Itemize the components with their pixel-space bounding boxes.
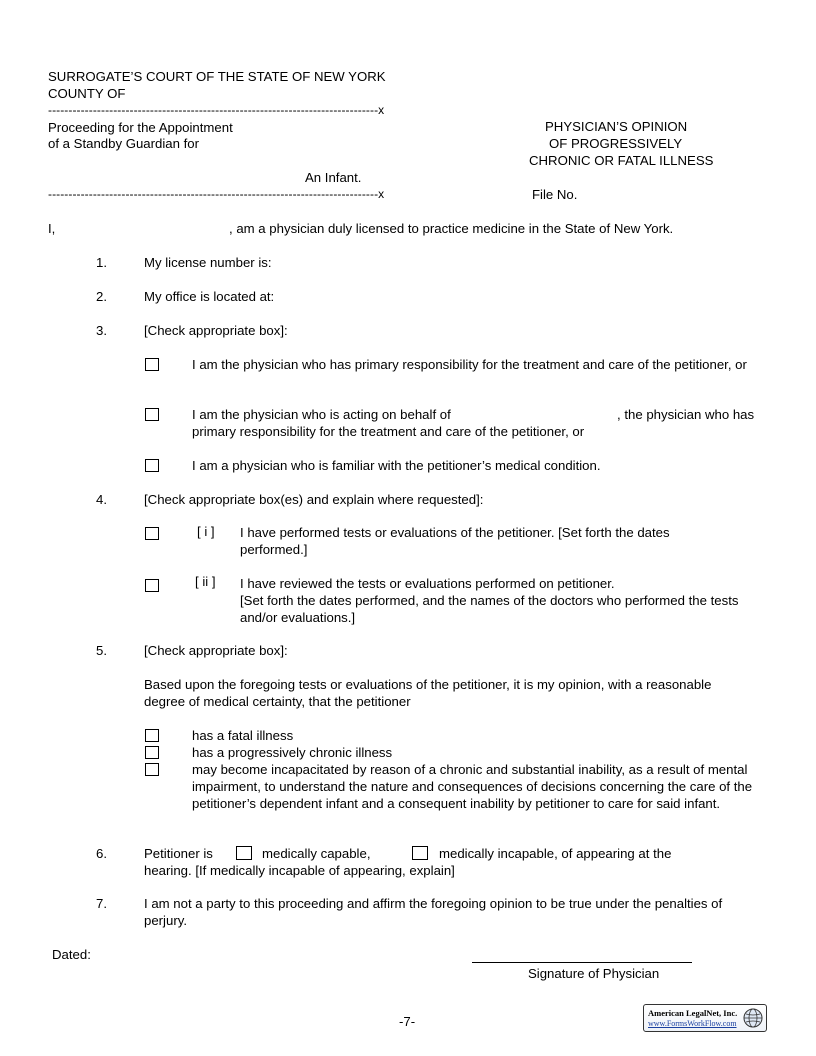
item-2-text: My office is located at: — [144, 289, 275, 304]
item-1-text: My license number is: — [144, 255, 272, 270]
item-4-number: 4. — [96, 492, 107, 507]
checkbox-performed-tests[interactable] — [145, 527, 159, 540]
checkbox-incapacitated[interactable] — [145, 763, 159, 776]
item-5-text: [Check appropriate box]: — [144, 643, 288, 658]
item-1-number: 1. — [96, 255, 107, 270]
item-6-number: 6. — [96, 846, 107, 861]
option-reviewed-tests-line2: [Set forth the dates performed, and the names of the doctors who performed the tests and/or evaluations.] — [240, 593, 739, 625]
item-6-line2: hearing. [If medically incapable of appearing, explain] — [144, 863, 455, 878]
item-7-number: 7. — [96, 896, 107, 911]
option-ii-tag: [ ii ] — [195, 574, 216, 589]
divider-top: ---------------------------------------------------------------------------------x — [48, 103, 385, 117]
option-chronic-illness: has a progressively chronic illness — [192, 745, 393, 760]
logo-company-name: American LegalNet, Inc. — [648, 1008, 738, 1018]
logo-website[interactable]: www.FormsWorkFlow.com — [648, 1019, 737, 1028]
page-number: -7- — [399, 1014, 416, 1029]
option-medically-capable: medically capable, — [262, 846, 371, 861]
dated-label: Dated: — [52, 947, 91, 962]
checkbox-fatal-illness[interactable] — [145, 729, 159, 742]
publisher-logo[interactable] — [643, 1004, 767, 1032]
intro-statement: , am a physician duly licensed to practice medicine in the State of New York. — [229, 221, 674, 236]
checkbox-medically-incapable[interactable] — [412, 846, 428, 860]
option-acting-physician-part2: , the physician who has — [617, 407, 755, 422]
item-3-number: 3. — [96, 323, 107, 338]
globe-icon — [743, 1008, 763, 1028]
infant-label: An Infant. — [305, 170, 362, 185]
signature-line — [472, 962, 692, 963]
option-medically-incapable: medically incapable, of appearing at the — [439, 846, 672, 861]
signature-label: Signature of Physician — [528, 966, 660, 981]
doc-title-line-2: OF PROGRESSIVELY — [549, 136, 683, 151]
checkbox-chronic-illness[interactable] — [145, 746, 159, 759]
intro-i: I, — [48, 221, 56, 236]
item-5-number: 5. — [96, 643, 107, 658]
option-familiar-physician: I am a physician who is familiar with the petitioner’s medical condition. — [192, 458, 601, 473]
item-4-text: [Check appropriate box(es) and explain where requested]: — [144, 492, 484, 507]
proceeding-line-1: Proceeding for the Appointment — [48, 120, 233, 135]
court-name: SURROGATE’S COURT OF THE STATE OF NEW YORK — [48, 69, 386, 84]
checkbox-familiar-physician[interactable] — [145, 459, 159, 472]
checkbox-reviewed-tests[interactable] — [145, 579, 159, 592]
option-reviewed-tests-line1: I have reviewed the tests or evaluations performed on petitioner. — [240, 576, 615, 591]
doc-title-line-3: CHRONIC OR FATAL ILLNESS — [529, 153, 714, 168]
divider-bottom: ---------------------------------------------------------------------------------x — [48, 187, 385, 201]
option-fatal-illness: has a fatal illness — [192, 728, 294, 743]
county-label: COUNTY OF — [48, 86, 126, 101]
option-performed-tests: I have performed tests or evaluations of the petitioner. [Set forth the dates performed.] — [240, 525, 670, 557]
option-primary-physician: I am the physician who has primary responsibility for the treatment and care of the petitioner, or — [192, 357, 747, 372]
item-5-paragraph: Based upon the foregoing tests or evaluations of the petitioner, it is my opinion, with a reasonable degree of medical certainty, that the petitioner — [144, 677, 712, 709]
checkbox-acting-physician[interactable] — [145, 408, 159, 421]
doc-title-line-1: PHYSICIAN’S OPINION — [545, 119, 688, 134]
item-2-number: 2. — [96, 289, 107, 304]
checkbox-primary-physician[interactable] — [145, 358, 159, 371]
option-acting-physician-line2: primary responsibility for the treatment and care of the petitioner, or — [192, 424, 585, 439]
item-3-text: [Check appropriate box]: — [144, 323, 288, 338]
item-6-prefix: Petitioner is — [144, 846, 213, 861]
option-i-tag: [ i ] — [197, 524, 215, 539]
option-incapacitated: may become incapacitated by reason of a chronic and substantial inability, as a result of mental impairment, to understand the nature and consequences of decisions concerning the care of the petitioner’s dependent infant and a consequent inability by petitioner to care for said infant. — [192, 762, 753, 811]
option-acting-physician-part1: I am the physician who is acting on behalf of — [192, 407, 451, 422]
file-no-label: File No. — [532, 187, 578, 202]
checkbox-medically-capable[interactable] — [236, 846, 252, 860]
proceeding-line-2: of a Standby Guardian for — [48, 136, 200, 151]
item-7-text: I am not a party to this proceeding and affirm the foregoing opinion to be true under the penalties of perjury. — [144, 896, 723, 928]
